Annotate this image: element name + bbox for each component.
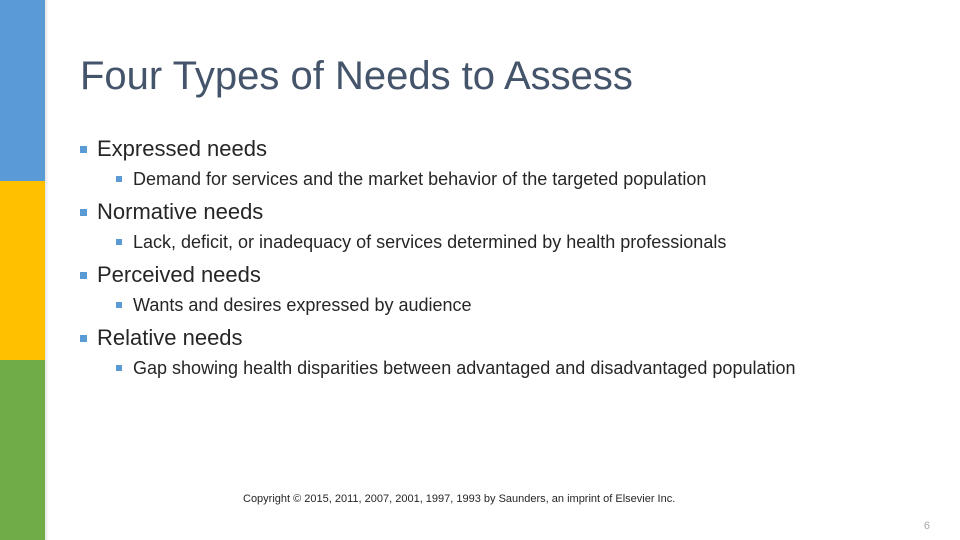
bullet-item: [80, 136, 796, 162]
side-bar-green-segment: [0, 360, 45, 540]
bullet-label: Normative needs: [97, 199, 264, 224]
copyright-notice: Copyright © 2015, 2011, 2007, 2001, 1997, 1993 by Saunders, an imprint of Elsevier Inc.: [243, 493, 676, 505]
page-number: 6: [923, 520, 930, 532]
bullet-item: [80, 325, 796, 351]
decorative-side-bar: [0, 0, 45, 540]
square-bullet-icon: [80, 146, 87, 153]
sub-bullet-text: Lack, deficit, or inadequacy of services determined by health professionals: [133, 231, 727, 252]
square-bullet-icon: [80, 209, 87, 216]
sub-bullet-item: [116, 357, 796, 379]
sub-bullet-item: [116, 168, 796, 190]
bullet-group-relative: [80, 325, 796, 379]
square-bullet-icon: [116, 239, 122, 245]
bullet-item: [80, 262, 796, 288]
sub-bullet-item: [116, 231, 796, 253]
bullet-group-expressed: [80, 136, 796, 190]
bullet-list: [80, 136, 796, 388]
sub-bullet-text: Gap showing health disparities between advantaged and disadvantaged population: [133, 357, 796, 378]
bullet-group-normative: [80, 199, 796, 253]
bullet-label: Perceived needs: [97, 262, 261, 287]
square-bullet-icon: [80, 335, 87, 342]
sub-bullet-text: Demand for services and the market behavior of the targeted population: [133, 168, 707, 189]
bullet-label: Relative needs: [97, 325, 243, 350]
sub-bullet-item: [116, 294, 796, 316]
side-bar-blue-segment: [0, 0, 45, 181]
square-bullet-icon: [116, 302, 122, 308]
side-bar-yellow-segment: [0, 181, 45, 360]
slide-title: Four Types of Needs to Assess: [80, 54, 633, 98]
square-bullet-icon: [116, 176, 122, 182]
sub-bullet-text: Wants and desires expressed by audience: [133, 294, 472, 315]
side-bar-shadow: [45, 0, 49, 540]
bullet-item: [80, 199, 796, 225]
square-bullet-icon: [80, 272, 87, 279]
bullet-group-perceived: [80, 262, 796, 316]
bullet-label: Expressed needs: [97, 136, 267, 161]
square-bullet-icon: [116, 365, 122, 371]
